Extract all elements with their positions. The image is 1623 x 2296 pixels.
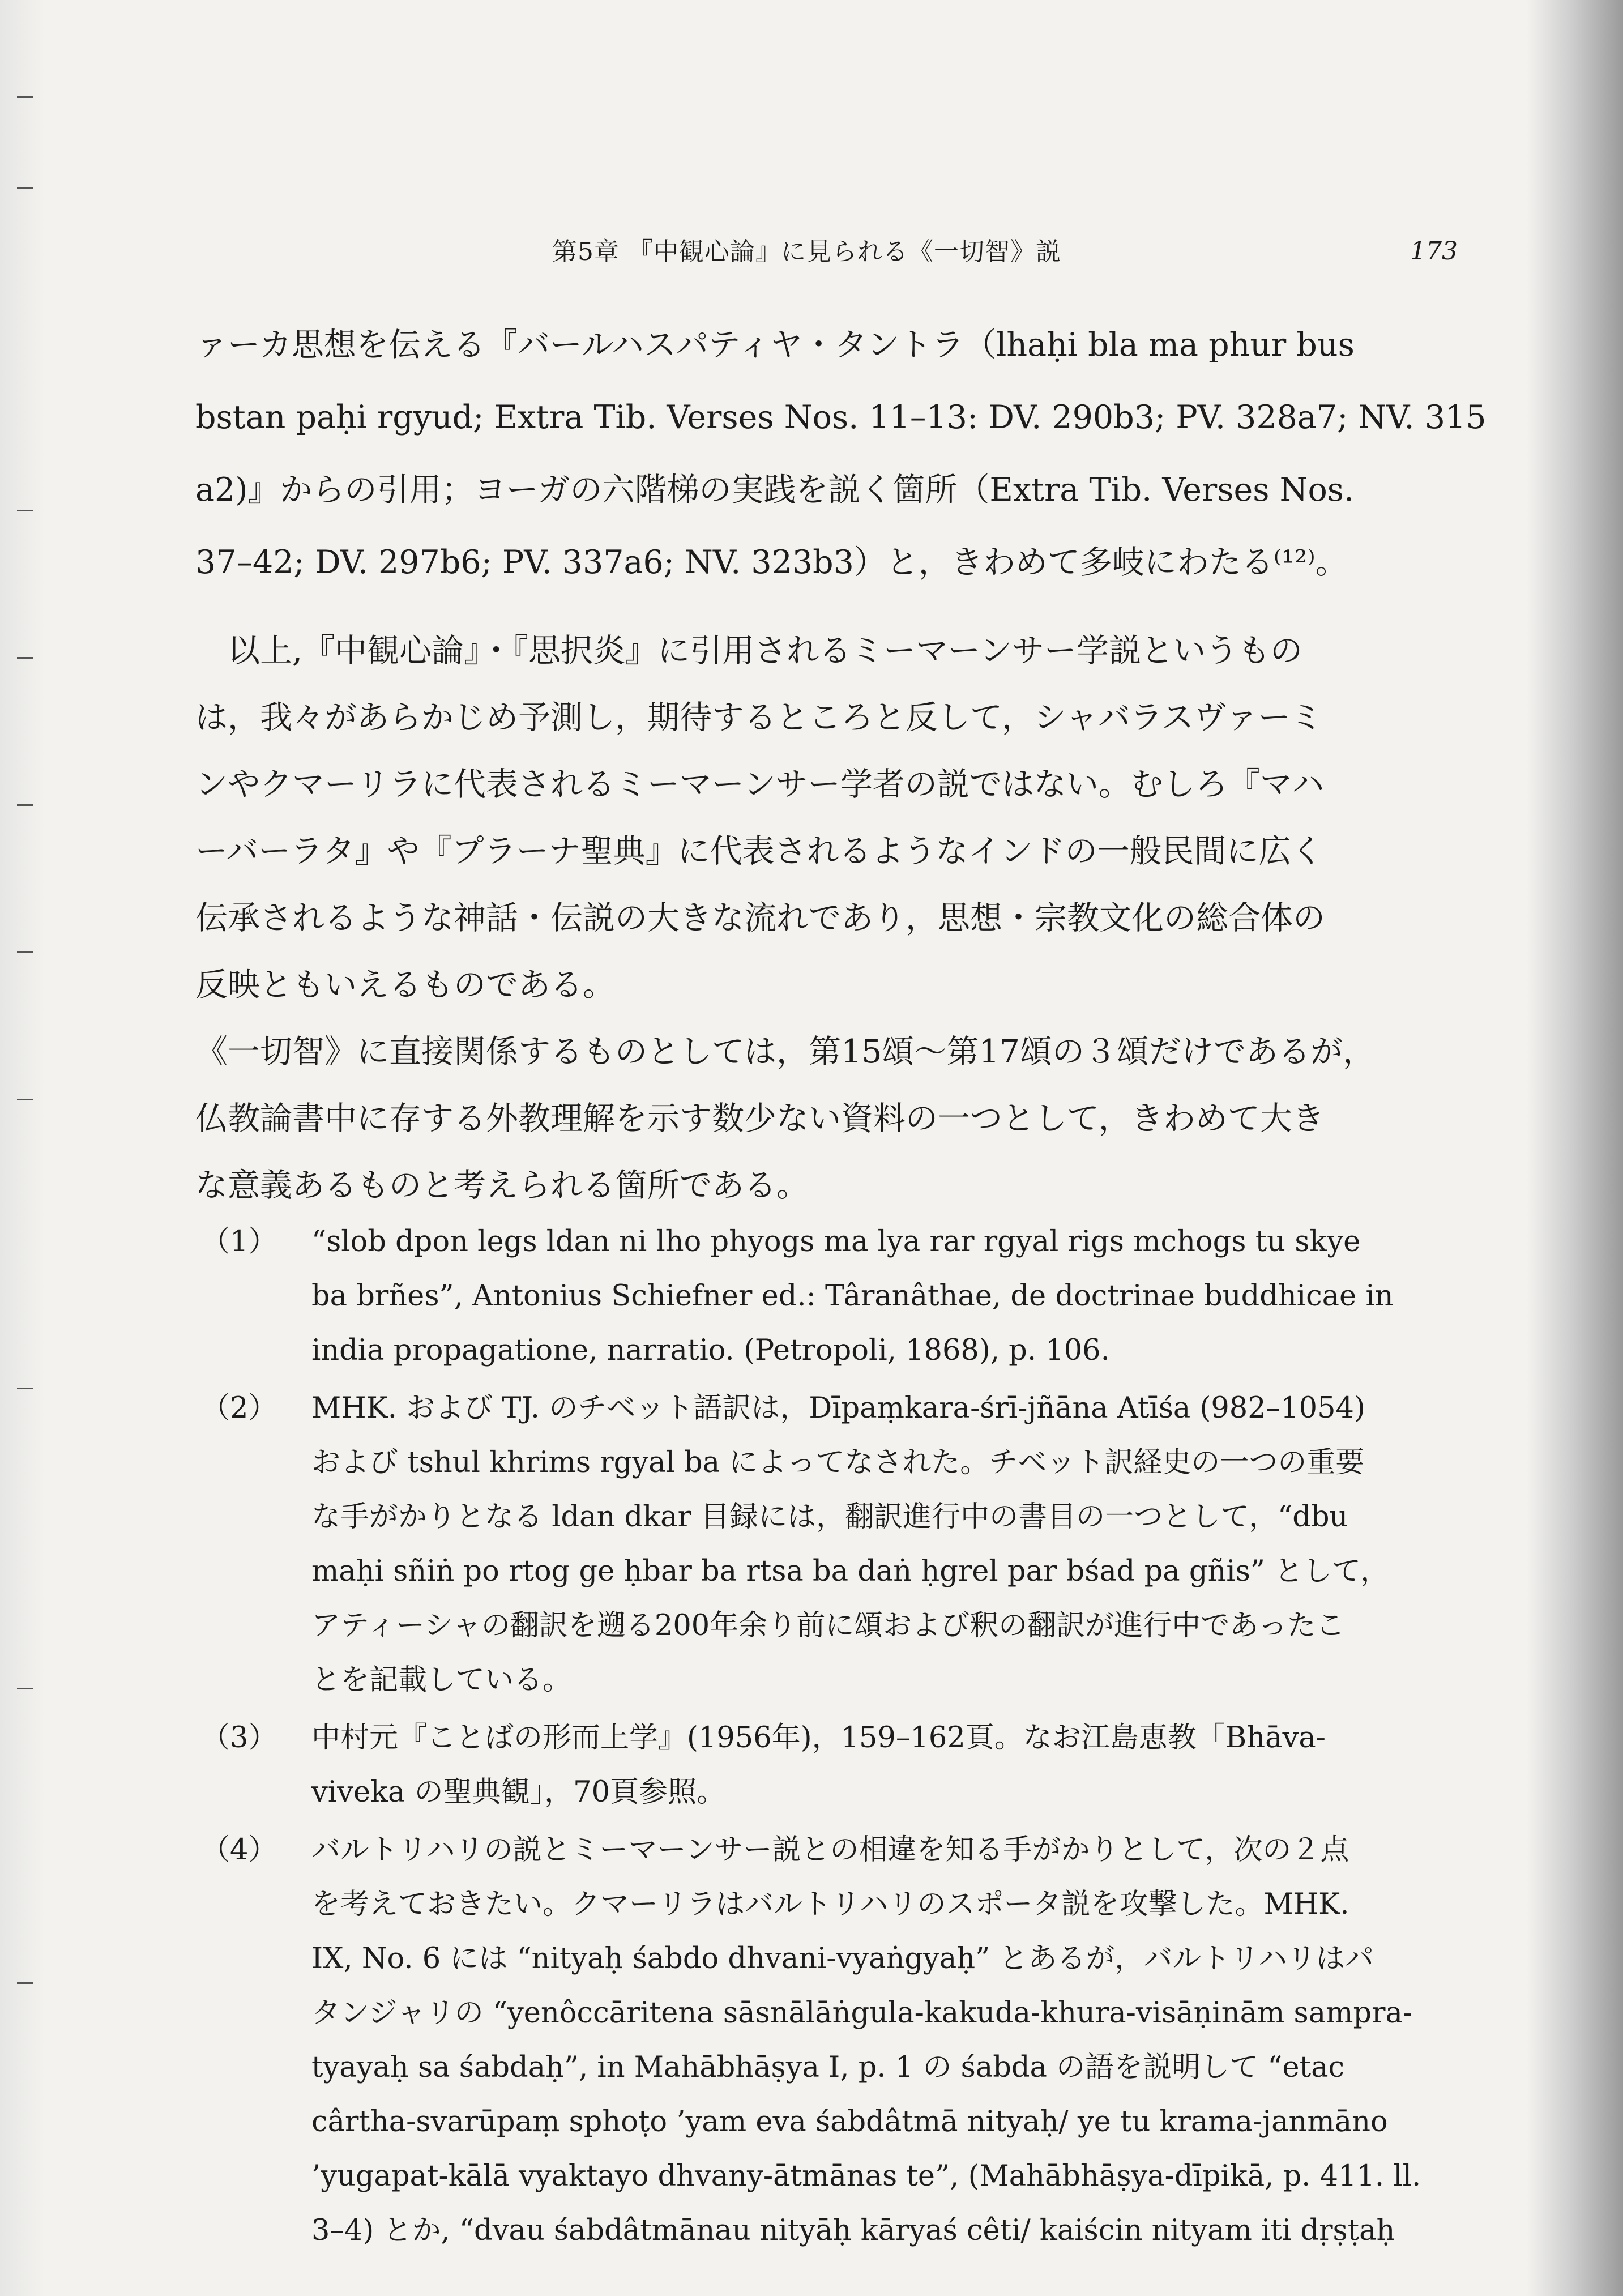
main-paragraph <box>195 617 1498 1219</box>
footnote <box>201 1711 1498 1820</box>
footnote-body <box>311 1711 1498 1820</box>
binding-mark <box>17 1688 33 1689</box>
footnote <box>201 1381 1498 1708</box>
text-line: ンやクマーリラに代表されるミーマーンサー学者の説ではない。むしろ『マハ <box>195 766 1325 803</box>
text-line: バルトリハリの説とミーマーンサー説との相違を知る手がかりとして，次の２点 <box>311 1833 1349 1867</box>
text-line: 《一切智》に直接関係するものとしては，第15頌〜第17頌の３頌だけであるが， <box>195 1033 1376 1070</box>
binding-mark <box>17 96 33 98</box>
text-line: 反映ともいえるものである。 <box>195 966 615 1004</box>
text-line: 仏教論書中に存する外教理解を示す数少ない資料の一つとして，きわめて大き <box>195 1100 1325 1137</box>
text-line: 37–42; DV. 297b6; PV. 337a6; NV. 323b3）と，きわめて多岐にわたる⁽¹²⁾。 <box>195 544 1348 581</box>
continuation-paragraph <box>195 309 1498 599</box>
text-line: 以上,『中観心論』・『思択炎』に引用されるミーマーンサー学説というもの <box>195 632 1302 669</box>
text-line: “slob dpon legs ldan ni lho phyogs ma lya rar rgyal rigs mchogs tu skye <box>311 1225 1361 1258</box>
text-line: ba brñes”, Antonius Schiefner ed.: Târanâthae, de doctrinae buddhicae in <box>311 1279 1394 1313</box>
footnote-number: （3） <box>201 1721 277 1755</box>
text-line: を考えておきたい。クマーリラはバルトリハリのスポータ説を攻撃した。MHK. <box>311 1888 1349 1921</box>
footnote-body <box>311 1215 1498 1378</box>
binding-mark <box>17 510 33 511</box>
binding-mark <box>17 804 33 806</box>
text-line: cârtha-svarūpaṃ sphoṭo ’yam eva śabdâtmā nityaḥ/ ye tu krama-janmāno <box>311 2105 1388 2139</box>
text-line: bstan paḥi rgyud; Extra Tib. Verses Nos. 11–13: DV. 290b3; PV. 328a7; NV. 315 <box>195 399 1487 436</box>
footnote-body <box>311 1381 1498 1708</box>
binding-mark <box>17 1388 33 1389</box>
binding-mark <box>17 1099 33 1100</box>
footnote <box>201 1215 1498 1378</box>
text-line: ーバーラタ』や『プラーナ聖典』に代表されるようなインドの一般民間に広く <box>195 833 1323 870</box>
text-line: は，我々があらかじめ予測し，期待するところと反して，シャバラスヴァーミ <box>195 699 1323 736</box>
footnote-number: （4） <box>201 1833 277 1867</box>
footnote <box>201 1823 1498 2258</box>
text-line: 3–4) とか, “dvau śabdâtmānau nityāḥ kāryaś cêti/ kaiścin nityam iti dṛṣṭaḥ <box>311 2214 1395 2247</box>
text-line: tyayaḥ sa śabdaḥ”, in Mahābhāṣya I, p. 1 の śabda の語を説明して “etac <box>311 2051 1345 2084</box>
scan-shadow-edge <box>1527 0 1623 2296</box>
text-line: IX, No. 6 には “nityaḥ śabdo dhvani-vyaṅgyaḥ” とあるが，バルトリハリはパ <box>311 1942 1374 1975</box>
binding-mark <box>17 1982 33 1984</box>
text-line: viveka の聖典観」，70頁参照。 <box>311 1776 726 1809</box>
text-line: 伝承されるような神話・伝説の大きな流れであり，思想・宗教文化の総合体の <box>195 899 1325 937</box>
binding-mark <box>17 187 33 189</box>
footnote-body <box>311 1823 1498 2258</box>
footnotes <box>201 1215 1498 2261</box>
text-line: アティーシャの翻訳を遡る200年余り前に頌および釈の翻訳が進行中であったこ <box>311 1609 1345 1642</box>
text-line: および tshul khrims rgyal ba によってなされた。チベット訳経史の一つの重要 <box>311 1446 1365 1479</box>
text-line: MHK. および TJ. のチベット語訳は，Dīpaṃkara-śrī-jñāna Atīśa (982–1054) <box>311 1392 1365 1425</box>
text-line: とを記載している。 <box>311 1663 572 1697</box>
text-line: maḥi sñiṅ po rtog ge ḥbar ba rtsa ba daṅ ḥgrel par bśad pa gñis” として， <box>311 1555 1390 1588</box>
running-header: 第5章 『中観心論』に見られる《一切智》説 <box>552 237 1061 266</box>
text-line: タンジャリの “yenôccāritena sāsnālāṅgula-kakuda-khura-visāṇinām sampra- <box>311 1996 1413 2030</box>
text-line: な意義あるものと考えられる箇所である。 <box>195 1167 809 1204</box>
text-line: 中村元『ことばの形而上学』(1956年)，159–162頁。なお江島恵教「Bhāva- <box>311 1721 1326 1755</box>
text-line: ’yugapat-kālā vyaktayo dhvany-ātmānas te”, (Mahābhāṣya-dīpikā, p. 411. ll. <box>311 2160 1421 2193</box>
text-line: a2)』からの引用；ヨーガの六階梯の実践を説く箇所（Extra Tib. Verses Nos. <box>195 471 1355 509</box>
binding-mark <box>17 657 33 659</box>
text-line: india propagatione, narratio. (Petropoli, 1868), p. 106. <box>311 1334 1110 1367</box>
text-line: な手がかりとなる ldan dkar 目録には，翻訳進行中の書目の一つとして，“dbu <box>311 1500 1348 1534</box>
binding-mark <box>17 951 33 953</box>
scan-left-margin <box>0 0 45 2296</box>
text-line: ァーカ思想を伝える『バールハスパティヤ・タントラ（lhaḥi bla ma phur bus <box>195 326 1355 364</box>
footnote-number: （1） <box>201 1225 277 1258</box>
footnote-number: （2） <box>201 1392 277 1425</box>
page-number: 173 <box>1410 237 1458 266</box>
